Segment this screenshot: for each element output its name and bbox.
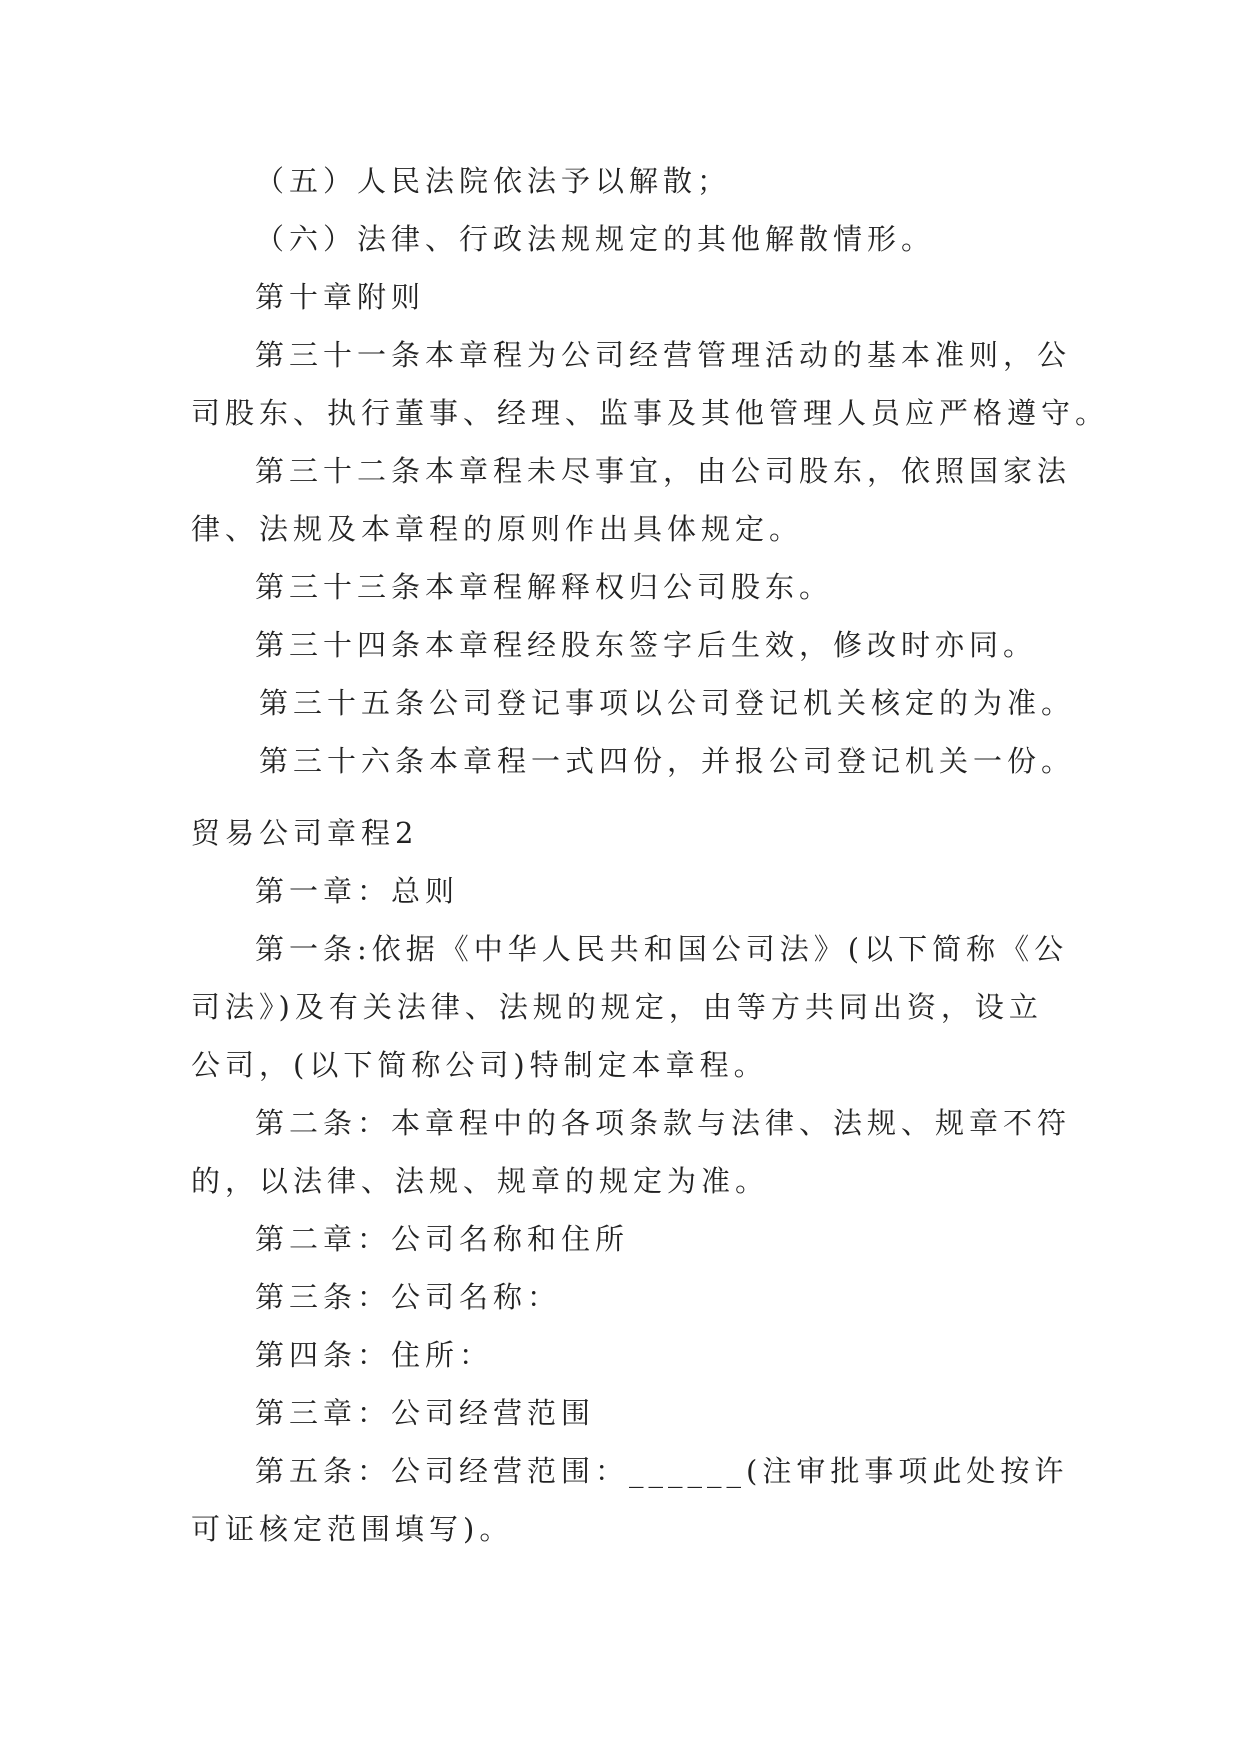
paragraph-line: 的，以法律、法规、规章的规定为准。 bbox=[191, 1164, 770, 1198]
chapter-heading: 第二章：公司名称和住所 bbox=[255, 1222, 630, 1256]
chapter-heading: 第一章：总则 bbox=[255, 874, 460, 908]
paragraph-line: 第三十五条公司登记事项以公司登记机关核定的为准。 bbox=[259, 686, 1076, 720]
document-body-part1 bbox=[191, 152, 1110, 790]
paragraph-line: 司法》)及有关法律、法规的规定，由等方共同出资，设立 bbox=[191, 990, 1043, 1024]
chapter-heading: 第三章：公司经营范围 bbox=[255, 1396, 596, 1430]
document-title: 贸易公司章程2 bbox=[191, 816, 419, 850]
paragraph-line: 律、法规及本章程的原则作出具体规定。 bbox=[191, 512, 804, 546]
paragraph-line: 司股东、执行董事、经理、监事及其他管理人员应严格遵守。 bbox=[191, 396, 1110, 430]
paragraph-line: 第五条：公司经营范围：______(注审批事项此处按许 bbox=[255, 1454, 1069, 1488]
chapter-heading: 第十章附则 bbox=[255, 280, 426, 314]
document-body-part2 bbox=[191, 862, 1071, 1558]
paragraph-line: 第三十六条本章程一式四份，并报公司登记机关一份。 bbox=[259, 744, 1076, 778]
paragraph-line: （六）法律、行政法规规定的其他解散情形。 bbox=[255, 222, 936, 256]
paragraph-line: 可证核定范围填写)。 bbox=[191, 1512, 514, 1546]
paragraph-line: 第三十一条本章程为公司经营管理活动的基本准则，公 bbox=[255, 338, 1072, 372]
paragraph-line: 第二条：本章程中的各项条款与法律、法规、规章不符 bbox=[255, 1106, 1072, 1140]
paragraph-line: 公司，(以下简称公司)特制定本章程。 bbox=[191, 1048, 768, 1082]
paragraph-line: （五）人民法院依法予以解散； bbox=[255, 164, 732, 198]
paragraph-line: 第三条：公司名称： bbox=[255, 1280, 562, 1314]
paragraph-line: 第三十二条本章程未尽事宜，由公司股东，依照国家法 bbox=[255, 454, 1072, 488]
paragraph-line: 第三十四条本章程经股东签字后生效，修改时亦同。 bbox=[255, 628, 1038, 662]
paragraph-line: 第一条:依据《中华人民共和国公司法》(以下简称《公 bbox=[255, 932, 1069, 966]
paragraph-line: 第三十三条本章程解释权归公司股东。 bbox=[255, 570, 834, 604]
paragraph-line: 第四条：住所： bbox=[255, 1338, 494, 1372]
